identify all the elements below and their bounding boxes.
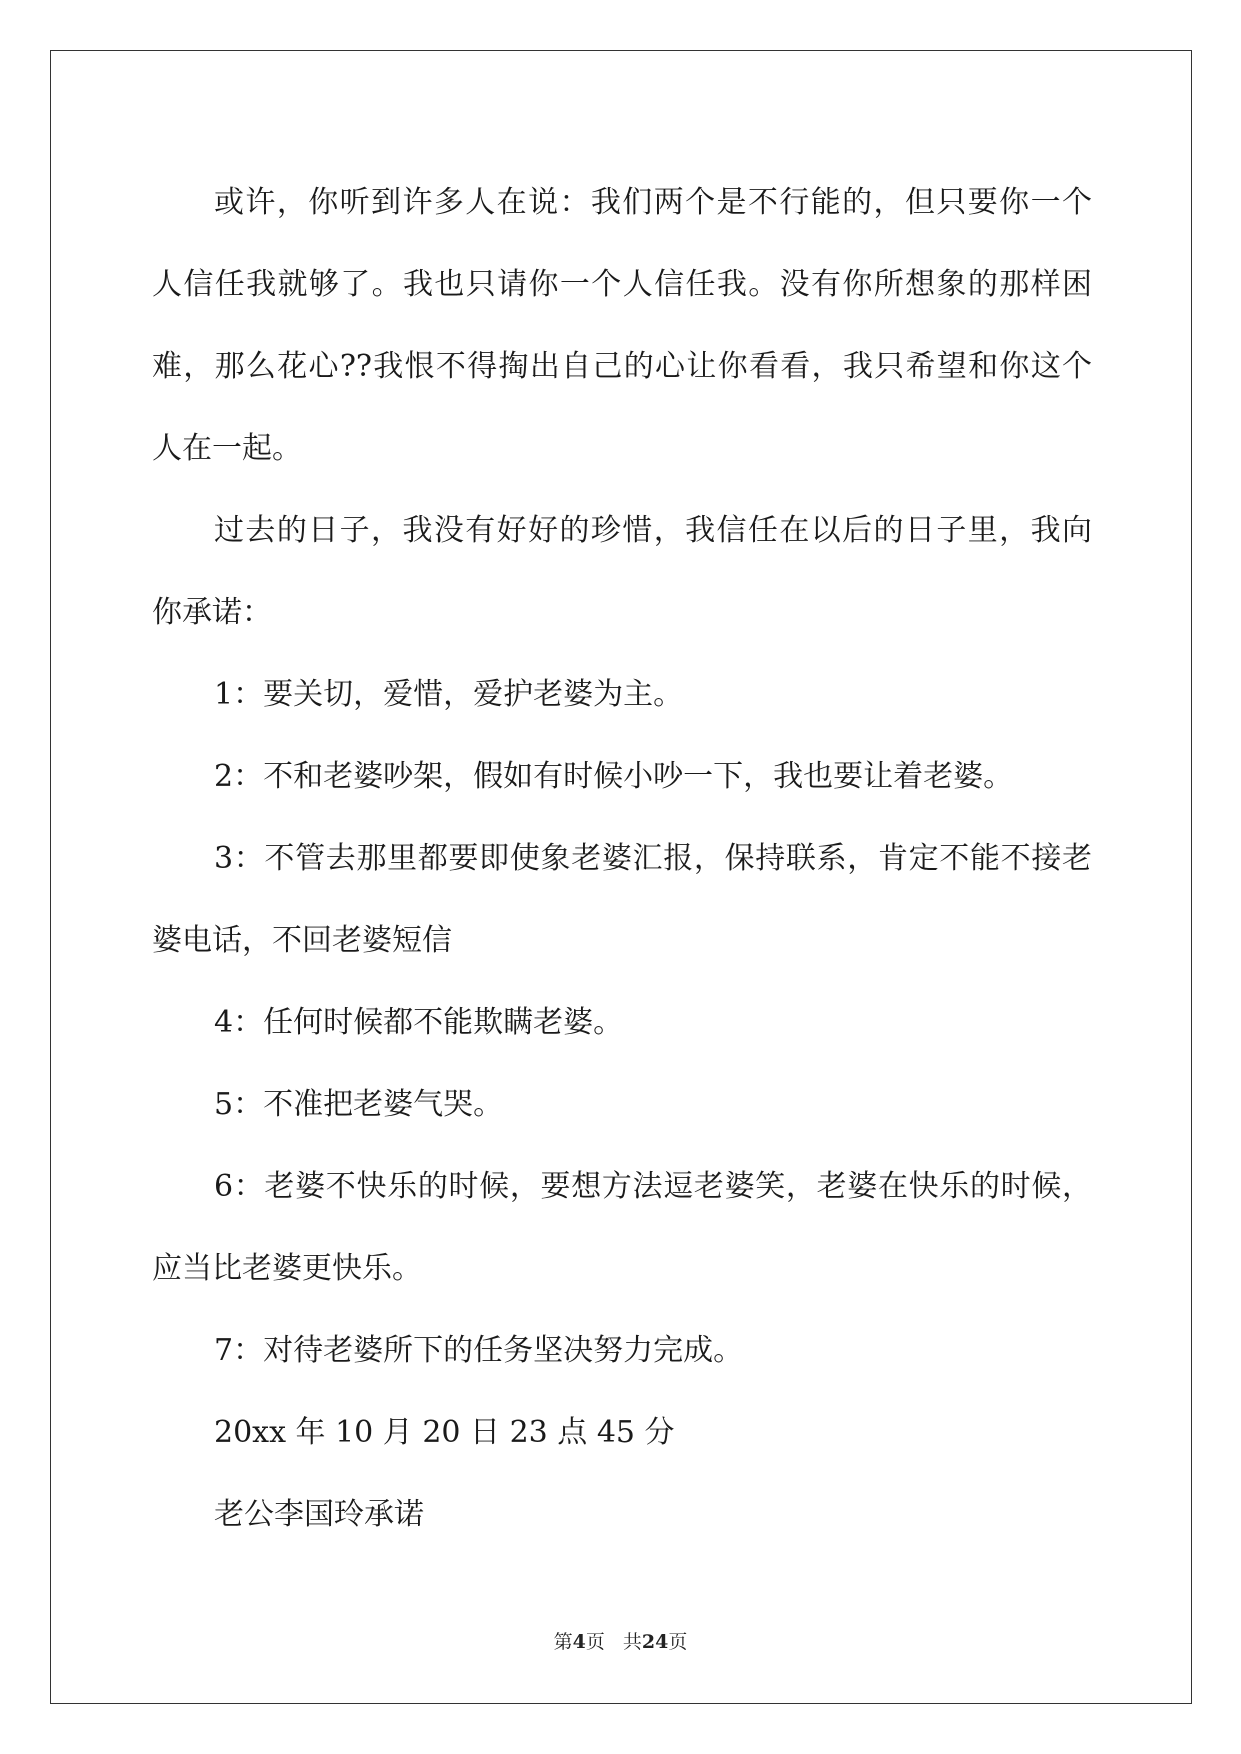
paragraph-2 — [152, 490, 1092, 654]
promise-item-3 — [152, 818, 1092, 982]
promise-item-7 — [152, 1310, 1092, 1392]
promise-item-5 — [152, 1064, 1092, 1146]
text-line: 7：对待老婆所下的任务坚决努力完成。 — [214, 1333, 744, 1368]
paragraph-1 — [152, 162, 1092, 490]
footer-page-word: 页 — [585, 1631, 605, 1653]
page-footer — [0, 1627, 1241, 1654]
promise-item-4 — [152, 982, 1092, 1064]
total-page-number: 24 — [641, 1631, 669, 1653]
footer-total-prefix: 共 — [622, 1631, 642, 1653]
text-line: 人信任我就够了。我也只请你一个人信任我。没有你所想象的那样困 — [152, 267, 1092, 302]
text-line: 或许，你听到许多人在说：我们两个是不行能的，但只要你一个 — [214, 185, 1092, 220]
promise-item-2 — [152, 736, 1092, 818]
text-line: 5：不准把老婆气哭。 — [214, 1087, 504, 1122]
footer-total-suffix: 页 — [668, 1631, 688, 1653]
text-line: 难，那么花心??我恨不得掏出自己的心让你看看，我只希望和你这个 — [152, 349, 1092, 384]
current-page-number: 4 — [572, 1631, 586, 1653]
document-body — [152, 162, 1092, 1556]
text-line: 3：不管去那里都要即使象老婆汇报，保持联系，肯定不能不接老 — [214, 841, 1092, 876]
text-line: 6：老婆不快乐的时候，要想方法逗老婆笑，老婆在快乐的时候， — [214, 1169, 1092, 1204]
signature-line — [152, 1474, 1092, 1556]
text-line: 婆电话，不回老婆短信 — [152, 923, 452, 958]
footer-prefix: 第 — [553, 1631, 573, 1653]
text-line: 4：任何时候都不能欺瞒老婆。 — [214, 1005, 624, 1040]
text-line: 20xx 年 10 月 20 日 23 点 45 分 — [214, 1415, 675, 1450]
promise-item-1 — [152, 654, 1092, 736]
date-line — [152, 1392, 1092, 1474]
text-line: 2：不和老婆吵架，假如有时候小吵一下，我也要让着老婆。 — [214, 759, 1014, 794]
text-line: 应当比老婆更快乐。 — [152, 1251, 422, 1286]
text-line: 人在一起。 — [152, 431, 302, 466]
text-line: 1：要关切，爱惜，爱护老婆为主。 — [214, 677, 684, 712]
text-line: 过去的日子，我没有好好的珍惜，我信任在以后的日子里，我向 — [214, 513, 1092, 548]
text-line: 老公李国玲承诺 — [214, 1497, 424, 1532]
text-line: 你承诺： — [152, 595, 272, 630]
promise-item-6 — [152, 1146, 1092, 1310]
